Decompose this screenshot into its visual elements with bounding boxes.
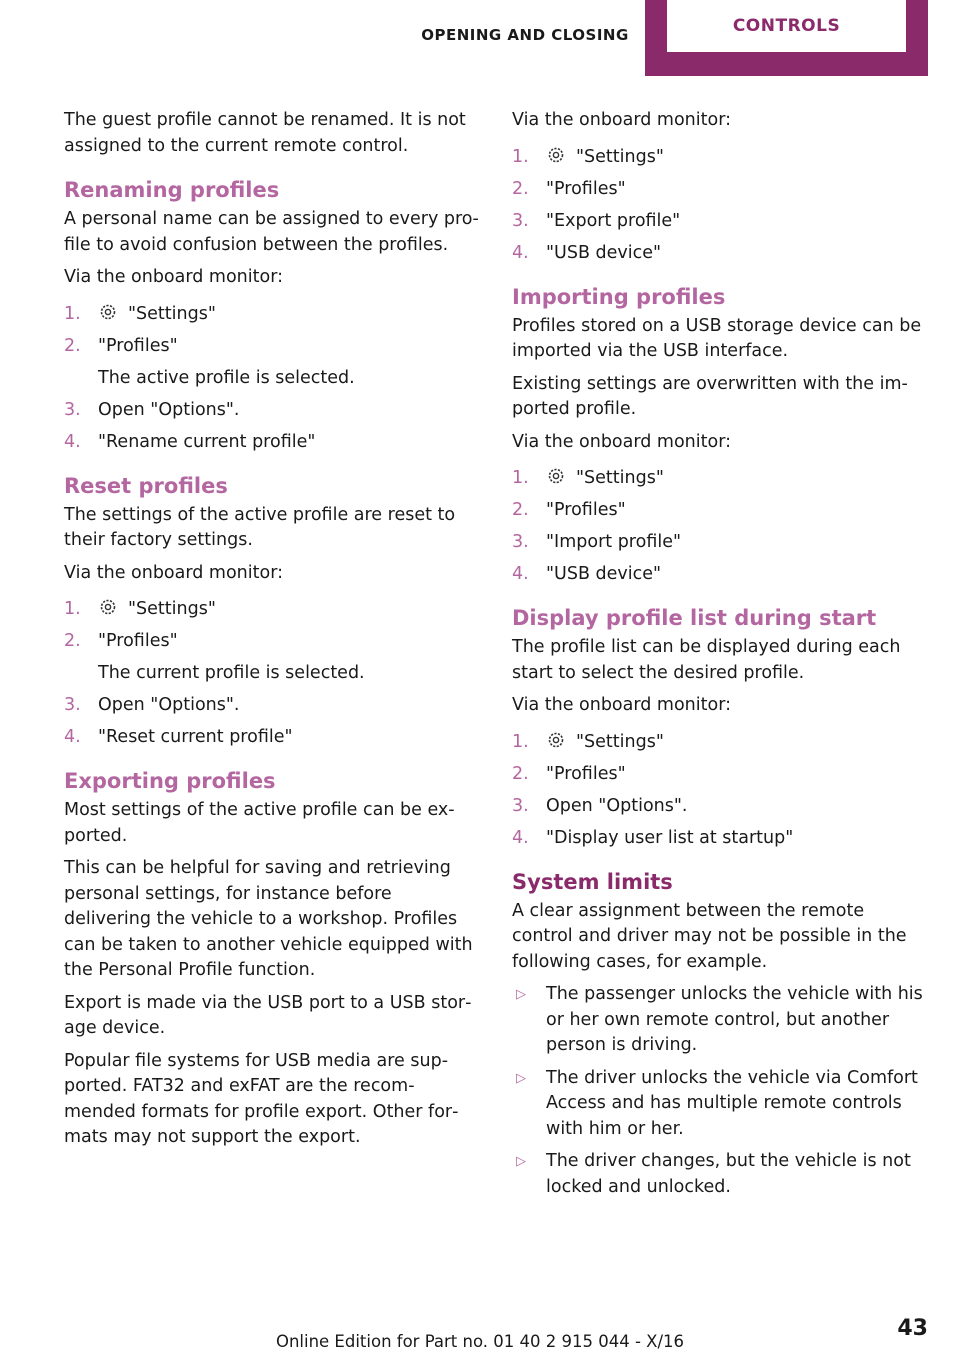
renaming-steps (64, 302, 480, 455)
step-text: "USB device" (546, 564, 662, 584)
list-item (512, 177, 928, 202)
importing-p1: Profiles stored on a USB storage device can be imported via the USB interface. (512, 315, 922, 361)
bullet-text: The driver unlocks the vehicle via Comfort Access and has multiple remote controls with him or her. (546, 1067, 918, 1139)
list-item (64, 430, 480, 455)
list-item (64, 725, 480, 750)
list-item (512, 466, 928, 491)
heading-importing-profiles: Importing profiles (512, 284, 726, 309)
chapter-tab (645, 0, 928, 76)
list-item (512, 145, 928, 170)
list-item (64, 597, 480, 622)
step-text: "Profiles" (546, 763, 626, 784)
step-number: 3. (512, 795, 529, 816)
heading-exporting-profiles: Exporting profiles (64, 769, 276, 793)
display-steps (512, 730, 928, 851)
step-note: The current profile is selected. (98, 663, 365, 683)
step-text: "Settings" (576, 468, 664, 488)
heading-reset-profiles: Reset profiles (64, 473, 228, 498)
limits-list (512, 982, 928, 1200)
step-number: 2. (64, 631, 81, 651)
exporting-p1: Most settings of the active profile can be ex‐ported. (64, 800, 455, 846)
step-text: "Profiles" (98, 335, 178, 356)
settings-gear-icon (546, 730, 566, 750)
step-number: 4. (64, 431, 81, 452)
list-item (512, 826, 928, 851)
importing-via: Via the onboard monitor: (512, 431, 731, 452)
renaming-via: Via the onboard monitor: (64, 267, 283, 287)
step-number: 4. (512, 242, 529, 263)
left-column (64, 108, 480, 1158)
list-item (64, 629, 480, 686)
triangle-bullet-icon: ▷ (516, 1070, 526, 1086)
step-number: 4. (64, 727, 81, 747)
list-item (512, 762, 928, 787)
running-header-section: OPENING AND CLOSING (421, 26, 629, 44)
step-text: "Profiles" (98, 631, 178, 651)
step-text: Open "Options". (98, 695, 240, 715)
chapter-title: CONTROLS (667, 0, 906, 52)
settings-gear-icon (98, 302, 118, 322)
step-note: The active profile is selected. (98, 367, 355, 388)
step-number: 3. (64, 399, 81, 420)
importing-steps (512, 466, 928, 587)
list-item (512, 209, 928, 234)
step-number: 4. (512, 564, 529, 584)
list-item (64, 398, 480, 423)
step-text: "Display user list at startup" (546, 827, 794, 848)
settings-gear-icon (546, 466, 566, 486)
step-text: "Rename current profile" (98, 431, 316, 452)
exporting-p4: Popular file systems for USB media are sup‐ported. FAT32 and exFAT are the recom‐mended formats for profile export. Other for‐mats may not support the export. (64, 1050, 459, 1147)
step-text: "Settings" (576, 146, 664, 167)
step-number: 4. (512, 827, 529, 848)
step-text: "Settings" (128, 303, 216, 324)
step-number: 3. (512, 210, 529, 231)
limits-p1: A clear assignment between the remote control and driver may not be possible in the following cases, for example. (512, 900, 907, 972)
step-number: 1. (512, 146, 529, 167)
step-number: 2. (512, 500, 529, 520)
step-number: 2. (512, 178, 529, 199)
bullet-text: The passenger unlocks the vehicle with his or her own remote control, but another person is driving. (546, 984, 923, 1055)
display-via: Via the onboard monitor: (512, 695, 731, 715)
step-number: 1. (64, 599, 81, 619)
step-text: "Profiles" (546, 500, 626, 520)
heading-system-limits: System limits (512, 869, 673, 894)
step-text: "Reset current profile" (98, 727, 293, 747)
step-number: 1. (512, 468, 529, 488)
list-item (512, 730, 928, 755)
triangle-bullet-icon: ▷ (516, 1154, 526, 1169)
list-item (64, 334, 480, 391)
settings-gear-icon (98, 597, 118, 617)
edition-footer: Online Edition for Part no. 01 40 2 915 044 - X/16 (275, 1332, 685, 1351)
reset-body: The settings of the active profile are reset to their factory settings. (64, 504, 456, 550)
step-text: "Settings" (576, 731, 664, 752)
list-item (512, 794, 928, 819)
step-text: Open "Options". (546, 795, 688, 816)
step-number: 3. (512, 532, 529, 552)
step-number: 3. (64, 695, 81, 715)
list-item (512, 498, 928, 523)
step-text: "Import profile" (546, 532, 682, 552)
step-text: "Export profile" (546, 210, 681, 231)
list-item (512, 1149, 928, 1200)
step-text: Open "Options". (98, 399, 240, 420)
exporting-p3: Export is made via the USB port to a USB stor‐age device. (64, 992, 472, 1038)
reset-steps (64, 597, 480, 750)
list-item (512, 241, 928, 266)
page-number: 43 (897, 1316, 928, 1341)
step-number: 2. (512, 763, 529, 784)
heading-renaming-profiles: Renaming profiles (64, 178, 280, 202)
list-item (512, 530, 928, 555)
heading-display-profile-list: Display profile list during start (512, 606, 877, 630)
list-item (512, 982, 928, 1059)
list-item (512, 562, 928, 587)
reset-via: Via the onboard monitor: (64, 562, 283, 583)
bullet-text: The driver changes, but the vehicle is not locked and unlocked. (546, 1151, 911, 1197)
renaming-body: A personal name can be assigned to every pro‐file to avoid confusion between the profiles. (64, 209, 479, 255)
triangle-bullet-icon: ▷ (516, 987, 526, 1002)
list-item (64, 693, 480, 718)
step-text: "USB device" (546, 242, 662, 263)
step-text: "Profiles" (546, 178, 626, 199)
step-text: "Settings" (128, 599, 216, 619)
list-item (64, 302, 480, 327)
importing-p2: Existing settings are overwritten with the im‐ported profile. (512, 373, 908, 419)
settings-gear-icon (546, 145, 566, 165)
step-number: 2. (64, 335, 81, 356)
exporting-p2: This can be helpful for saving and retrieving personal settings, for instance before delivering the vehicle to a workshop. Profiles can be taken to another vehicle equipped with the Personal Profile function. (64, 858, 473, 980)
right-column (512, 108, 928, 1207)
step-number: 1. (512, 731, 529, 752)
display-p1: The profile list can be displayed during each start to select the desired profile. (512, 637, 901, 683)
step-number: 1. (64, 303, 81, 324)
export-via: Via the onboard monitor: (512, 110, 731, 130)
guest-profile-note: The guest profile cannot be renamed. It is not assigned to the current remote control. (64, 110, 466, 156)
export-steps (512, 145, 928, 266)
list-item (512, 1066, 928, 1143)
